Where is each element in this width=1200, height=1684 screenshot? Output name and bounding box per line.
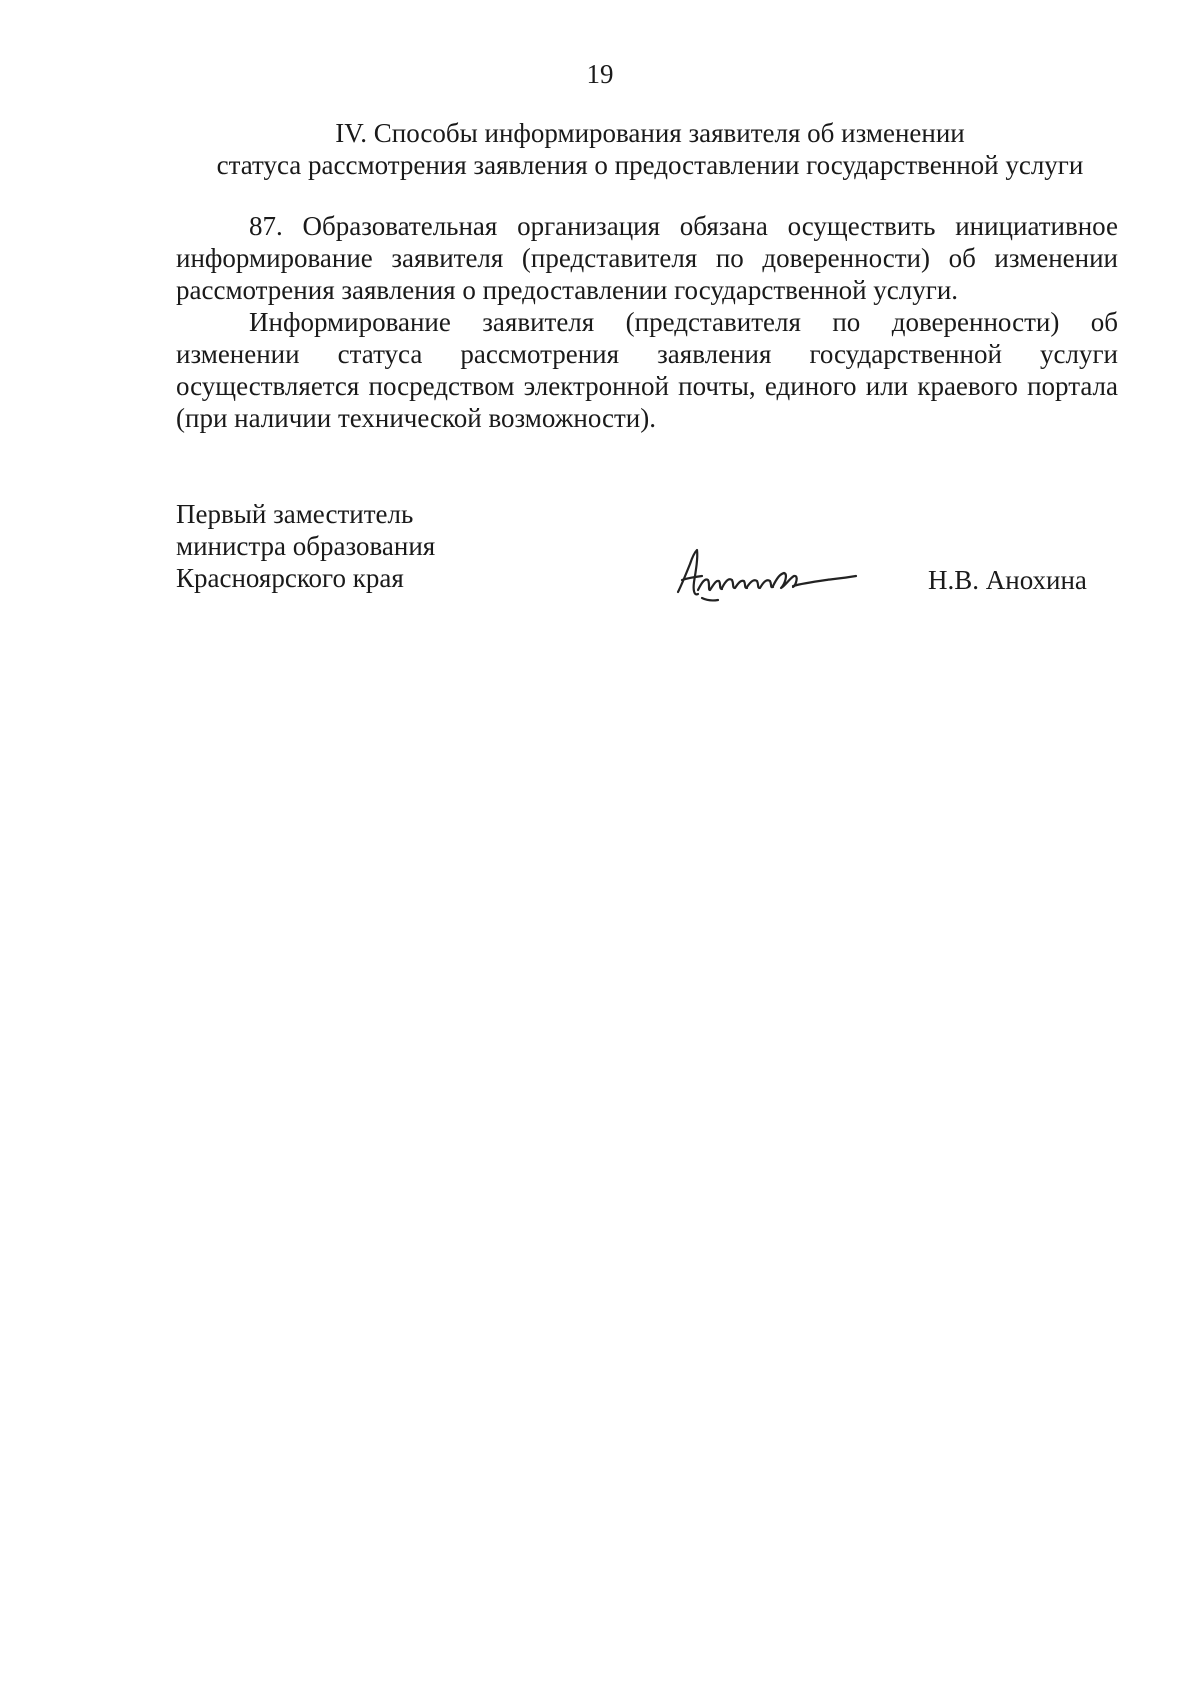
paragraph-informing: Информирование заявителя (представителя по доверенности) об изменении статуса рассмотрения заявления государственной услуги осуществляется посредством электронной почты, единого или краевого портала (при наличии технической возможности). (176, 307, 1118, 433)
signatory-position-line-2: министра образования (176, 531, 436, 561)
paragraph-87: 87. Образовательная организация обязана осуществить инициативное информирование заявителя (представителя по доверенности) об изменении рассмотрения заявления о предоставлении государственной услуги. (176, 211, 1118, 305)
section-title (150, 117, 1150, 181)
page-number: 19 (586, 59, 614, 89)
handwritten-signature-icon (672, 540, 862, 612)
signatory-position-line-1: Первый заместитель (176, 499, 414, 529)
section-title-line-1: IV. Способы информирования заявителя об изменении (335, 118, 965, 148)
signatory-position-line-3: Красноярского края (176, 563, 404, 593)
signatory-position (176, 498, 435, 594)
signer-name: Н.В. Анохина (928, 565, 1087, 595)
document-body (176, 210, 1118, 434)
section-title-line-2: статуса рассмотрения заявления о предоставлении государственной услуги (216, 150, 1084, 180)
